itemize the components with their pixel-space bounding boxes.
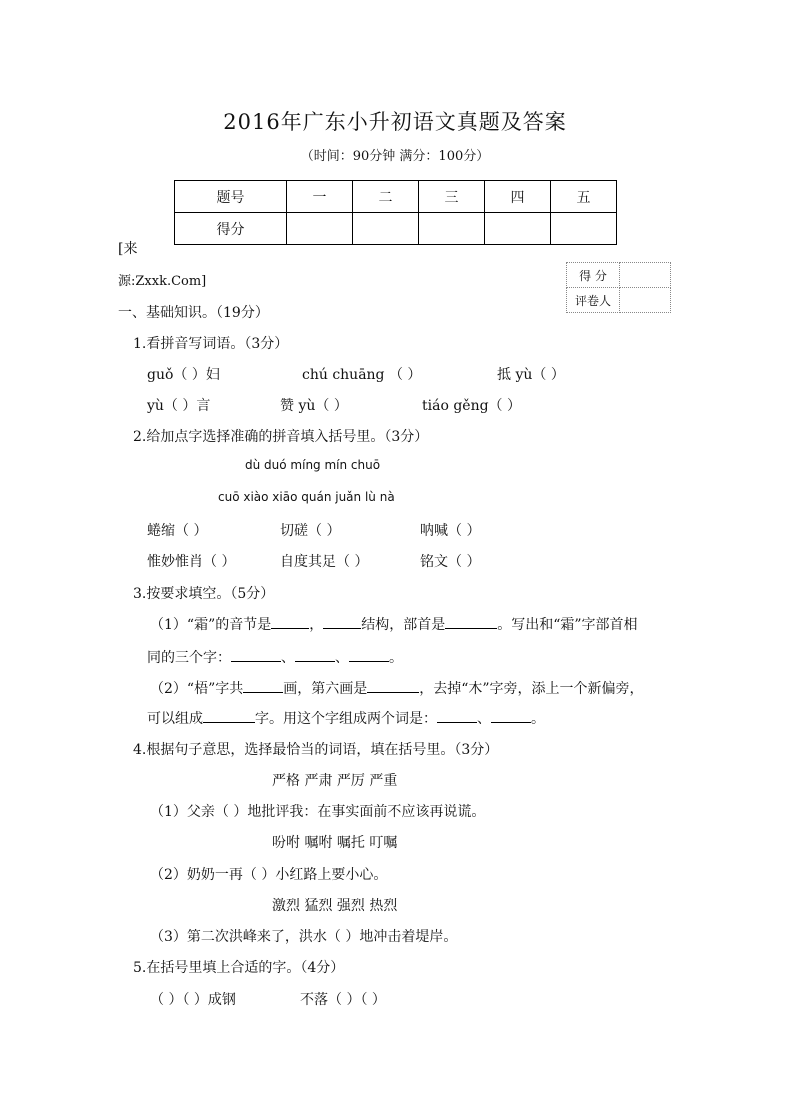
q2-item: 自度其足（ ） [280, 554, 369, 570]
score-table-score-row [175, 213, 617, 245]
q5-item: 不落（ ）（ ） [300, 992, 386, 1008]
q4-title: 4.根据句子意思，选择最恰当的词语，填在括号里。（3分） [133, 742, 499, 758]
q3-part1-line2: 同的三个字： 、 、 。 [147, 647, 403, 667]
q1-item: yù（ ）言 [147, 398, 211, 414]
answer-blank[interactable] [271, 614, 309, 629]
answer-blank[interactable] [203, 708, 255, 723]
score-cell[interactable] [419, 213, 485, 245]
q4-sentence: （1）父亲（ ）地批评我：在事实面前不应该再说谎。 [150, 804, 486, 820]
q4-word-options: 激烈 猛烈 强烈 热烈 [272, 898, 398, 914]
q4-sentence: （2）奶奶一再（ ）小红路上要小心。 [150, 867, 388, 883]
answer-blank[interactable] [243, 678, 283, 693]
source-note-line1: [来 [118, 241, 138, 257]
q3-part1-line1: （1）“霜”的音节是 ， 结构，部首是 。写出和“霜”字部首相 [150, 614, 638, 634]
score-table-header-cell: 题号 [175, 181, 287, 213]
score-table-header-cell: 三 [419, 181, 485, 213]
q4-sentence: （3）第二次洪峰来了，洪水（ ）地冲击着堤岸。 [150, 929, 458, 945]
q1-item: chú chuāng （ ） [302, 367, 422, 383]
score-cell[interactable] [551, 213, 617, 245]
score-table-header-cell: 一 [287, 181, 353, 213]
answer-blank[interactable] [323, 614, 361, 629]
score-cell[interactable] [485, 213, 551, 245]
q2-item: 切磋（ ） [280, 523, 341, 539]
q2-item: 惟妙惟肖（ ） [147, 554, 236, 570]
q4-word-options: 严格 严肃 严厉 严重 [272, 773, 398, 789]
grader-score-label: 得 分 [567, 263, 620, 288]
score-table-header-cell: 二 [353, 181, 419, 213]
section-1-title: 一、基础知识。（19分） [118, 305, 269, 321]
answer-blank[interactable] [295, 647, 335, 662]
q2-pinyin-options: cuō xiào xiāo quán juǎn lù nà [218, 490, 395, 504]
document-title: 2016年广东小升初语文真题及答案 [223, 110, 567, 134]
q1-item: tiáo gěng（ ） [422, 398, 522, 414]
score-table-row-label: 得分 [175, 213, 287, 245]
score-cell[interactable] [353, 213, 419, 245]
grader-name-cell[interactable] [620, 288, 671, 313]
answer-blank[interactable] [437, 708, 477, 723]
q2-title: 2.给加点字选择准确的拼音填入括号里。（3分） [133, 429, 429, 445]
score-table-header-cell: 四 [485, 181, 551, 213]
score-cell[interactable] [287, 213, 353, 245]
q1-item: 抵 yù（ ） [497, 367, 565, 383]
exam-info: （时间：90分钟 满分：100分） [300, 149, 490, 164]
q4-word-options: 吩咐 嘱咐 嘱托 叮嘱 [272, 835, 398, 851]
q5-title: 5.在括号里填上合适的字。（4分） [133, 960, 345, 976]
q3-title: 3.按要求填空。（5分） [133, 586, 275, 602]
q2-pinyin-options: dù duó míng mín chuō [245, 458, 381, 472]
q1-item: 赞 yù（ ） [280, 398, 348, 414]
score-table [174, 180, 617, 245]
grader-box [566, 262, 671, 313]
q3-part2-line2: 可以组成 字。用这个字组成两个词是： 、 。 [147, 708, 545, 728]
answer-blank[interactable] [349, 647, 389, 662]
score-table-header-row [175, 181, 617, 213]
q5-item: （ ）（ ）成钢 [150, 992, 236, 1008]
answer-blank[interactable] [231, 647, 281, 662]
source-note-line2: 源:Zxxk.Com] [118, 274, 207, 289]
q2-item: 呐喊（ ） [420, 523, 481, 539]
q2-item: 铭文（ ） [420, 554, 481, 570]
q2-item: 蜷缩（ ） [147, 523, 208, 539]
q1-title: 1.看拼音写词语。（3分） [133, 336, 289, 352]
score-table-header-cell: 五 [551, 181, 617, 213]
q3-part2-line1: （2）“梧”字共 画，第六画是 ，去掉“木”字旁，添上一个新偏旁， [150, 678, 644, 698]
q1-item: guǒ（ ）妇 [147, 367, 220, 383]
answer-blank[interactable] [445, 614, 497, 629]
grader-name-label: 评卷人 [567, 288, 620, 313]
answer-blank[interactable] [367, 678, 419, 693]
grader-score-cell[interactable] [620, 263, 671, 288]
answer-blank[interactable] [491, 708, 531, 723]
